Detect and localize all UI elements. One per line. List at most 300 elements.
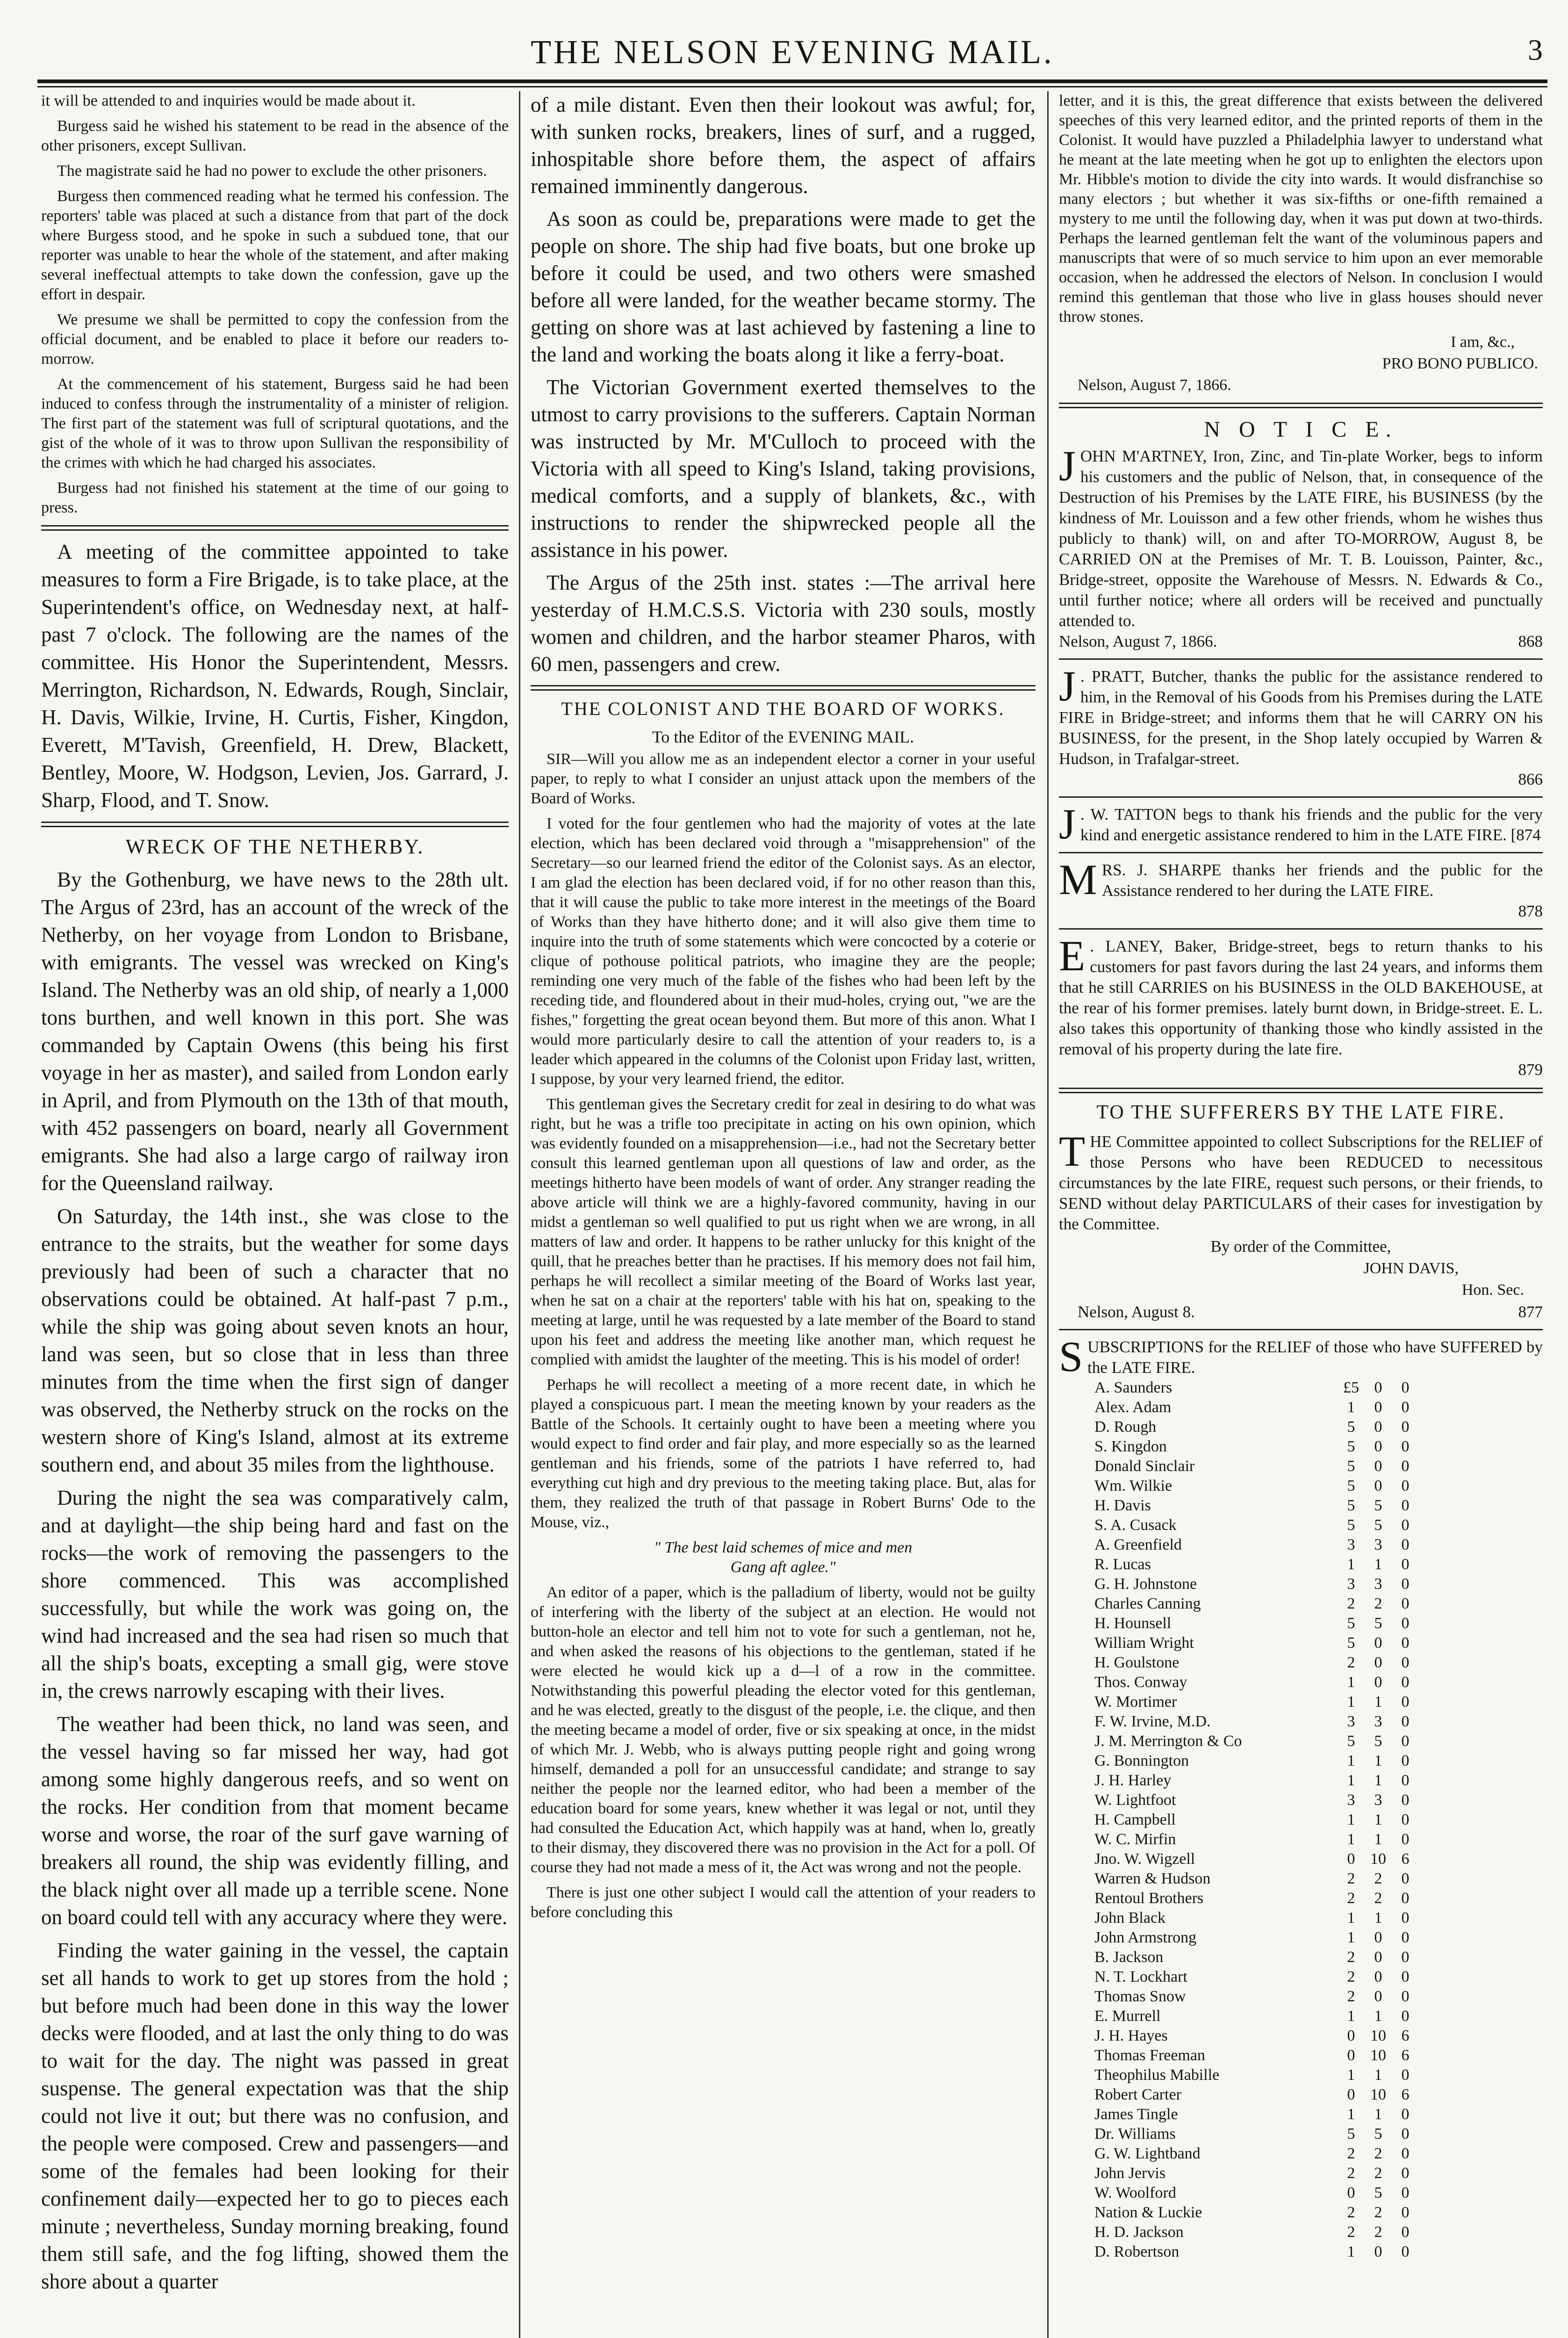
subscription-amount [1338,2203,1419,2223]
subscriber-name: J. H. Hayes [1094,2027,1168,2044]
amount-pence: 0 [1401,2007,1410,2025]
drop-cap: J [1059,442,1076,490]
section-rule [1059,403,1543,408]
masthead [37,33,1547,75]
amount-shillings: 1 [1374,1831,1382,1848]
amount-pounds: 5 [1347,2125,1355,2143]
amount-pounds: 2 [1347,2145,1355,2162]
subscriber-name: B. Jackson [1094,1948,1164,1966]
amount-pounds: 1 [1347,1929,1355,1946]
amount-shillings: 2 [1374,2204,1382,2221]
paragraph: Perhaps he will recollect a meeting of a more recent date, in which he played a conspicuous part. I mean the meeting known by your readers as the Battle of the Schools. It certainly ought to have been a meeting where you would expect to find order and fair play, and more especially so as the learned gentleman and his friends, some of the patriots I have referred to, had everything cut high and dry previous to the meeting taking place. But, alas for them, they realized the truth of that passage in Robert Burns' Ode to the Mouse, viz., [531,1376,1036,1531]
subscription-amount [1338,1457,1419,1476]
advertisement [1059,856,1543,922]
subscription-amount [1338,1574,1419,1594]
ad-rule [1059,928,1543,930]
drop-cap: J [1059,662,1076,710]
amount-pounds: 5 [1347,1516,1355,1534]
paragraph: The Victorian Government exerted themselves to the utmost to carry provisions to the sufferers. Captain Norman was instructed by Mr. M'Culloch to proceed with the Victoria with all speed to King's Island, taking provisions, medical comforts, and a supply of blankets, &c., with instructions to render the shipwrecked people all the assistance in his power. [531,375,1036,562]
subscription-amount [1338,2183,1419,2203]
amount-pounds: 2 [1347,1654,1355,1671]
amount-pence: 0 [1401,1595,1410,1612]
amount-shillings: 1 [1374,2066,1382,2084]
advertisement [1059,442,1543,652]
subscription-amount [1338,2006,1419,2026]
amount-shillings: 0 [1374,1458,1382,1475]
subscriptions-heading: UBSCRIPTIONS for the RELIEF of those who have SUFFERED by the LATE FIRE. [1087,1338,1543,1377]
subscriptions-table [1059,1378,1543,2262]
amount-shillings: 10 [1370,2086,1386,2103]
subscriber-name: H. Campbell [1094,1811,1176,1828]
ad-text: RS. J. SHARPE thanks her friends and the public for the Assistance rendered to her during the LATE FIRE. [1101,861,1543,900]
paragraph: of a mile distant. Even then their lookout was awful; for, with sunken rocks, breakers, lines of surf, and a rugged, inhospitable shore before them, the aspect of affairs remained imminently dangerous. [531,93,1036,198]
paragraph: Burgess then commenced reading what he termed his confession. The reporters' table was placed at such a distance from that part of the dock where Burgess stood, and he spoke in such a subdued tone, that our reporter was unable to hear the whole of the statement, and after making several ineffectual attempts to take down the confession, gave up the effort in despair. [41,188,509,303]
subscriber-name: J. M. Merrington & Co [1094,1732,1242,1750]
amount-pounds: 5 [1347,1732,1355,1750]
paragraph: it will be attended to and inquiries would be made about it. [41,92,416,109]
subscriber-name: Warren & Hudson [1094,1870,1211,1887]
amount-pounds: 2 [1347,1890,1355,1907]
amount-pence: 0 [1401,1438,1410,1455]
subscriber-name: Rentoul Brothers [1094,1890,1204,1907]
amount-pence: 0 [1401,1948,1410,1966]
amount-pounds: 3 [1347,1791,1355,1809]
amount-pounds: 1 [1347,1556,1355,1573]
subscriber-name: H. Goulstone [1094,1654,1180,1671]
subscription-row [1059,1614,1543,1633]
subscription-amount [1338,1417,1419,1437]
section-rule [1059,1088,1543,1093]
subscriber-name: H. Davis [1094,1497,1151,1514]
subscription-row [1059,2124,1543,2144]
amount-shillings: 0 [1374,1477,1382,1494]
amount-shillings: 2 [1374,2223,1382,2241]
paragraph: At the commencement of his statement, Burgess said he had been induced to confess through the instrumentality of a minister of religion. The first part of the statement was full of scriptural quotations, and the gist of the whole of it was to throw upon Sullivan the responsibility of the crimes with which he had charged his associates. [41,375,509,471]
subscription-amount [1338,1830,1419,1849]
amount-shillings: 1 [1374,1772,1382,1789]
amount-pounds: 1 [1347,1693,1355,1710]
subscriber-name: Donald Sinclair [1094,1458,1195,1475]
paragraph: The weather had been thick, no land was seen, and the vessel having so far missed her way, had got among some highly dangerous reefs, and so went on the rocks. Her condition from that moment became worse and worse, the roar of the surf gave warning of breakers all round, the ship was evidently filling, and the black night over all made up a terrible scene. None on board could tell with any accuracy where they were. [41,1712,509,1929]
amount-pence: 0 [1401,1909,1410,1927]
amount-shillings: 3 [1374,1575,1382,1593]
subscription-row [1059,1908,1543,1928]
subscription-amount [1338,2046,1419,2065]
paragraph: The Argus of the 25th inst. states :—The arrival here yesterday of H.M.C.S.S. Victoria with 230 souls, mostly women and children, and the harbor steamer Pharos, with 60 men, passengers and crew. [531,571,1036,676]
amount-pounds: 1 [1347,1811,1355,1828]
amount-shillings: 1 [1374,2106,1382,2123]
subscription-amount [1338,1987,1419,2006]
subscription-amount [1338,1476,1419,1496]
subscription-amount [1338,2065,1419,2085]
subscriber-name: S. Kingdon [1094,1438,1167,1455]
amount-pence: 0 [1401,1732,1410,1750]
amount-pence: 0 [1401,2066,1410,2084]
ad-number: 868 [1518,632,1543,650]
letter-close: I am, &c., [1451,333,1515,351]
amount-shillings: 0 [1374,1674,1382,1691]
amount-shillings: 0 [1374,1988,1382,2005]
newspaper-title: THE NELSON EVENING MAIL. [531,33,1054,71]
subscription-amount [1338,1555,1419,1574]
column-1 [41,91,509,2338]
amount-pence: 0 [1401,1929,1410,1946]
amount-pounds: £5 [1343,1379,1359,1396]
subscriber-name: D. Rough [1094,1418,1157,1436]
subscription-amount [1338,2144,1419,2164]
amount-pounds: 2 [1347,1870,1355,1887]
amount-pounds: 2 [1347,1948,1355,1966]
subscriber-name: N. T. Lockhart [1094,1968,1187,1985]
paragraph: On Saturday, the 14th inst., she was close to the entrance to the straits, but the weather for some days previously had been of such a character that no observations could be obtained. At half-past 7 p.m., while the ship was going about seven knots an hour, land was seen, but so close that in less than three minutes from the time when the first sign of danger was observed, the Netherby struck on the rocks on the western shore of King's Island, almost at its extreme southern end, and about 35 miles from the lighthouse. [41,1205,509,1476]
subscriber-name: W. C. Mirfin [1094,1831,1176,1848]
subscription-row [1059,1653,1543,1673]
amount-shillings: 5 [1374,1497,1382,1514]
letter-date: Nelson, August 7, 1866. [1078,376,1231,394]
subscription-row [1059,2026,1543,2046]
subscription-row [1059,2105,1543,2124]
amount-pence: 0 [1401,1536,1410,1553]
verse-line: Gang aft aglee." [730,1559,836,1576]
subscription-row [1059,1673,1543,1692]
subscriber-name: Thomas Freeman [1094,2047,1205,2064]
subscriber-name: W. Woolford [1094,2184,1176,2201]
subscription-amount [1338,1594,1419,1614]
amount-shillings: 0 [1374,1968,1382,1985]
subscriber-name: John Armstrong [1094,1929,1197,1946]
amount-pence: 0 [1401,1968,1410,1985]
amount-pounds: 2 [1347,2165,1355,2182]
sufferers-heading: TO THE SUFFERERS BY THE LATE FIRE. [1096,1102,1505,1123]
amount-pence: 6 [1401,2086,1410,2103]
amount-pounds: 2 [1347,1595,1355,1612]
subscriber-name: J. H. Harley [1094,1772,1172,1789]
amount-pence: 0 [1401,1615,1410,1632]
amount-pounds: 5 [1347,1615,1355,1632]
subscription-row [1059,1987,1543,2006]
letter-heading: THE COLONIST AND THE BOARD OF WORKS. [561,698,1005,719]
amount-shillings: 0 [1374,1634,1382,1652]
subscription-row [1059,2046,1543,2065]
subscriber-name: G. H. Johnstone [1094,1575,1197,1593]
amount-pounds: 3 [1347,1536,1355,1553]
subscription-amount [1338,1967,1419,1987]
subscriber-name: W. Mortimer [1094,1693,1177,1710]
subscription-amount [1338,1732,1419,1751]
subscription-row [1059,2223,1543,2242]
drop-cap: M [1059,856,1097,903]
subscriber-name: Theophilus Mabille [1094,2066,1220,2084]
subscription-amount [1338,1889,1419,1908]
section-rule [531,685,1036,691]
amount-pounds: 5 [1347,1418,1355,1436]
amount-pence: 0 [1401,2145,1410,2162]
paragraph: During the night the sea was comparatively calm, and at daylight—the ship being hard and fast on the rocks—the work of removing the passengers to the shore commenced. This was accomplished successfully, but while the work was going on, the wind had increased and the sea had risen so much that all the ship's boats, excepting a small gig, were stove in, the crews narrowly escaping with their lives. [41,1486,509,1703]
ad-number: 877 [1518,1303,1543,1321]
ad-date: Nelson, August 8. [1078,1303,1195,1321]
amount-pence: 6 [1401,1850,1410,1868]
trial-report [41,91,509,518]
subscription-row [1059,1574,1543,1594]
subscription-row [1059,1712,1543,1732]
subscription-amount [1338,2026,1419,2046]
amount-pounds: 1 [1347,2007,1355,2025]
letter-signature: PRO BONO PUBLICO. [1382,355,1538,372]
subscription-amount [1338,1751,1419,1771]
subscription-row [1059,2183,1543,2203]
subscription-row [1059,1594,1543,1614]
subscriber-name: H. Hounsell [1094,1615,1172,1632]
amount-pounds: 1 [1347,1772,1355,1789]
amount-shillings: 1 [1374,1909,1382,1927]
advertisement [1059,662,1543,790]
subscription-row [1059,1928,1543,1948]
subscriber-name: S. A. Cusack [1094,1516,1177,1534]
amount-pounds: 0 [1347,2047,1355,2064]
ad-text: OHN M'ARTNEY, Iron, Zinc, and Tin-plate Worker, begs to inform his customers and the public of Nelson, that, in consequence of the Destruction of his Premises by the LATE FIRE, his BUSINESS (by the kindness of Mr. Louisson and a few other friends, whom he wishes thus publicly to thank) will, on and after TO-MORROW, August 8, be CARRIED ON at the Premises of Mr. T. B. Louisson, Painter, &c., Bridge-street, opposite the Warehouse of Messrs. N. Edwards & Co., until further notice; where all orders will be received and punctually attended to. [1059,447,1543,630]
subscription-row [1059,1751,1543,1771]
paragraph: Burgess said he wished his statement to be read in the absence of the other prisoners, except Sullivan. [41,117,509,154]
amount-shillings: 0 [1374,1438,1382,1455]
subscriber-name: John Black [1094,1909,1166,1927]
subscriber-name: A. Greenfield [1094,1536,1182,1553]
subscription-amount [1338,1398,1419,1417]
subscriber-name: Wm. Wilkie [1094,1477,1172,1494]
subscription-row [1059,1869,1543,1889]
amount-shillings: 3 [1374,1713,1382,1730]
ad-text: . W. TATTON begs to thank his friends and the public for the very kind and energetic assistance rendered to him in the LATE FIRE. [874 [1080,805,1543,844]
amount-shillings: 5 [1374,2125,1382,2143]
amount-pounds: 5 [1347,1438,1355,1455]
paragraph: An editor of a paper, which is the palladium of liberty, would not be guilty of interfering with the liberty of the subject at an election. He would not button-hole an elector and tell him not to vote for such a gentleman, not he, and when asked the reasons of his objections to the gentleman, stated if he were elected he would kick up a d—l of a row in the committee. Notwithstanding this powerful pleading the elector voted for this gentleman, and he was elected, greatly to the disgust of the people, i.e. the clique, and then the meeting became a model of order, five or six speaking at once, in the midst of which Mr. J. Webb, who is always putting people right and going wrong himself, demanded a poll for an unsuccessful candidate; and strange to say neither the people nor the learned editor, who had been a member of the education board for some years, knew whether it was legal or not, until they had consulted the Education Act, which happily was at hand, when lo, greatly to their dismay, they discovered there was no provision in the Act for a poll. Of course they had not made a mess of it, the Act was wrong and not the people. [531,1584,1036,1876]
subscription-row [1059,1830,1543,1849]
ad-text: HE Committee appointed to collect Subscriptions for the RELIEF of those Persons who have been REDUCED to necessitous circumstances by the late FIRE, request such persons, or their friends, to SEND without delay PARTICULARS of their cases for investigation by the Committee. [1059,1133,1543,1233]
paragraph: Burgess had not finished his statement at the time of our going to press. [41,479,509,516]
amount-pence: 0 [1401,1418,1410,1436]
subscription-row [1059,1790,1543,1810]
subscription-amount [1338,2242,1419,2262]
secretary-title: Hon. Sec. [1461,1281,1524,1299]
amount-shillings: 1 [1374,2007,1382,2025]
amount-pence: 0 [1401,1870,1410,1887]
amount-shillings: 2 [1374,2145,1382,2162]
amount-shillings: 3 [1374,1791,1382,1809]
verse-quote [531,1538,1036,1577]
amount-pounds: 2 [1347,2204,1355,2221]
masthead-rule [37,79,1547,83]
amount-pence: 0 [1401,2223,1410,2241]
letter-address: To the Editor of the EVENING MAIL. [652,728,914,746]
subscription-amount [1338,1948,1419,1967]
paragraph: By the Gothenburg, we have news to the 28th ult. The Argus of 23rd, has an account of the wreck of the Netherby, on her voyage from London to Brisbane, with emigrants. The vessel was wrecked on King's Island. The Netherby was an old ship, of nearly a 1,000 tons burthen, and well known in this port. She was commanded by Captain Owens (this being his first voyage in her as master), and sailed from London early in April, and from Plymouth on the 13th of that mouth, with 452 passengers on board, nearly all Government emigrants. She had also a large cargo of railway iron for the Queensland railway. [41,868,509,1195]
amount-pounds: 5 [1347,1634,1355,1652]
subscription-amount [1338,2164,1419,2183]
amount-shillings: 2 [1374,2165,1382,2182]
paragraph: This gentleman gives the Secretary credit for zeal in desiring to do what was right, but he was a trifle too precipitate in acting on his own opinion, which was evidently founded on a misapprehension—i.e., had not the Secretary better consult this learned gentleman upon all questions of law and order, as the meetings hitherto have been models of want of order. Any stranger reading the above article will think we are a highly-favored community, having in our midst a gentleman so well qualified to put us right when we are wrong, in all matters of law and order. It happens to be rather unlucky for this knight of the quill, that he preaches better than he practises. If his memory does not fail him, perhaps he will recollect a similar meeting of the Board of Works last year, when he sat on a chair at the reporters' table with his hat on, speaking to the meeting at large, until he was requested by a late member of the Board to stand upon his feet and address the meeting like another man, which request he complied with amidst the laughter of the meeting. This is his model of order! [531,1096,1036,1368]
ad-rule [1059,852,1543,853]
amount-pence: 0 [1401,1890,1410,1907]
amount-pence: 0 [1401,1831,1410,1848]
amount-pounds: 1 [1347,1399,1355,1416]
drop-cap: S [1059,1333,1083,1380]
amount-shillings: 0 [1374,1418,1382,1436]
paragraph: There is just one other subject I would call the attention of your readers to before concluding this [531,1884,1036,1921]
subscription-amount [1338,2124,1419,2144]
subscription-row [1059,1633,1543,1653]
amount-pence: 0 [1401,1516,1410,1534]
amount-shillings: 3 [1374,1536,1382,1553]
subscription-row [1059,2164,1543,2183]
paragraph: We presume we shall be permitted to copy the confession from the official document, and be enabled to place it before our readers to-morrow. [41,311,509,368]
ad-text: . PRATT, Butcher, thanks the public for the assistance rendered to him, in the Removal of his Goods from his Premises during the LATE FIRE in Bridge-street; and informs them that he will CARRY ON his BUSINESS, for the present, in the Shop lately occupied by Warren & Hudson, in Trafalgar-street. [1059,667,1543,768]
subscription-amount [1338,1790,1419,1810]
wreck-heading: WRECK OF THE NETHERBY. [125,835,424,858]
amount-pence: 0 [1401,1674,1410,1691]
paragraph: As soon as could be, preparations were made to get the people on shore. The ship had five boats, but one broke up before it could be used, and two others were smashed before all were landed, for the weather became stormy. The getting on shore was at last achieved by fastening a line to the land and working the boats along it like a ferry-boat. [531,207,1036,366]
amount-pounds: 0 [1347,1850,1355,1868]
fire-brigade-notice: A meeting of the committee appointed to take measures to form a Fire Brigade, is to take place, at the Superintendent's office, on Wednesday next, at half-past 7 o'clock. The following are the names of the committee. His Honor the Superintendent, Messrs. Merrington, Richardson, N. Edwards, Rough, Sinclair, H. Davis, Wilkie, Irvine, H. Curtis, Fisher, Kingdon, Everett, M'Tavish, Greenfield, H. Drew, Blackett, Bentley, Moore, W. Hodgson, Levien, Jos. Garrard, J. Sharp, Flood, and T. Snow. [41,540,509,812]
amount-shillings: 1 [1374,1693,1382,1710]
drop-cap: E [1059,932,1086,980]
section-rule [41,525,509,531]
subscriber-name: William Wright [1094,1634,1194,1652]
subscription-row [1059,2065,1543,2085]
amount-shillings: 2 [1374,1890,1382,1907]
subscriber-name: R. Lucas [1094,1556,1151,1573]
amount-pounds: 1 [1347,1909,1355,1927]
amount-pounds: 1 [1347,1674,1355,1691]
subscription-row [1059,2006,1543,2026]
amount-pence: 0 [1401,1379,1410,1396]
amount-pence: 0 [1401,1556,1410,1573]
column-divider [519,91,520,2338]
drop-cap: T [1059,1127,1086,1175]
subscription-amount [1338,1692,1419,1712]
amount-pence: 0 [1401,1772,1410,1789]
amount-pounds: 5 [1347,1458,1355,1475]
subscription-row [1059,1555,1543,1574]
subscriber-name: G. W. Lightband [1094,2145,1201,2162]
amount-shillings: 5 [1374,1516,1382,1534]
subscription-row [1059,1692,1543,1712]
subscription-row [1059,2085,1543,2105]
amount-pounds: 1 [1347,2243,1355,2260]
secretary-name: JOHN DAVIS, [1363,1260,1459,1277]
verse-line: " The best laid schemes of mice and men [654,1539,913,1556]
amount-pence: 0 [1401,1634,1410,1652]
ad-rule [1059,796,1543,798]
subscription-amount [1338,1928,1419,1948]
subscription-amount [1338,1515,1419,1535]
paragraph: The magistrate said he had no power to exclude the other prisoners. [57,162,487,180]
subscriber-name: Thos. Conway [1094,1674,1187,1691]
section-rule [41,822,509,827]
amount-shillings: 10 [1370,1850,1386,1868]
amount-pence: 0 [1401,2204,1410,2221]
ad-text: . LANEY, Baker, Bridge-street, begs to return thanks to his customers for past favors during the last 24 years, and informs them that he still CARRIES on his BUSINESS in the OLD BAKEHOUSE, at the rear of his former premises. lately burnt down, in Bridge-street. E. L. also takes this opportunity of thanking those who kindly assisted in the removal of his property during the late fire. [1059,937,1543,1058]
drop-cap: J [1059,800,1076,848]
amount-shillings: 0 [1374,1948,1382,1966]
amount-pounds: 2 [1347,2223,1355,2241]
subscription-amount [1338,1712,1419,1732]
subscriber-name: G. Bonnington [1094,1752,1189,1769]
amount-pence: 0 [1401,1497,1410,1514]
amount-shillings: 1 [1374,1811,1382,1828]
subscriber-name: D. Robertson [1094,2243,1180,2260]
amount-shillings: 0 [1374,1379,1382,1396]
subscriber-name: Alex. Adam [1094,1399,1172,1416]
advertisement [1059,800,1543,848]
amount-pounds: 2 [1347,1968,1355,1985]
subscription-amount [1338,1437,1419,1457]
subscription-amount [1338,1810,1419,1830]
paragraph: letter, and it is this, the great difference that exists between the delivered speeches of this very learned editor, and the printed reports of them in the Colonist. It would have puzzled a Philadelphia lawyer to understand what he meant at the late meeting when he got up to enlighten the electors upon Mr. Hibble's motion to divide the city into wards. It would disfranchise so many electors ; but whether it was six-fifths or one-fifth remained a mystery to me until the following day, when it was put down at two-thirds. Perhaps the learned gentleman felt the want of the voluminous papers and manuscripts that were of so much service to him upon an ever memorable occasion, when he addressed the electors of Nelson. In conclusion I would remind this gentleman that those who live in glass houses should never throw stones. [1059,92,1543,325]
subscription-amount [1338,1653,1419,1673]
notice-heading: N O T I C E. [1204,417,1398,442]
ad-number: 879 [1518,1061,1543,1079]
subscriber-name: Thomas Snow [1094,1988,1186,2005]
sufferers-notice [1059,1127,1543,1322]
amount-shillings: 10 [1370,2047,1386,2064]
amount-pence: 0 [1401,2106,1410,2123]
subscription-row [1059,1496,1543,1515]
amount-pounds: 0 [1347,2184,1355,2201]
subscription-amount [1338,1673,1419,1692]
amount-pence: 0 [1401,1713,1410,1730]
subscription-row [1059,1417,1543,1437]
amount-shillings: 5 [1374,1615,1382,1632]
subscription-row [1059,1849,1543,1869]
subscription-amount [1338,1378,1419,1398]
amount-pence: 0 [1401,1399,1410,1416]
amount-pence: 0 [1401,1575,1410,1593]
subscription-row [1059,1398,1543,1417]
amount-pence: 0 [1401,2125,1410,2143]
column-2 [531,91,1036,2338]
amount-pence: 0 [1401,2243,1410,2260]
amount-pence: 0 [1401,1752,1410,1769]
amount-shillings: 0 [1374,1654,1382,1671]
paragraph: I voted for the four gentlemen who had the majority of votes at the late election, which has been declared void through a "misapprehension" of the Secretary—so our learned friend the editor of the Colonist says. As an elector, I am glad the election has been declared void, if for no other reason than this, that it will cause the public to take more interest in the meetings of the Board of Works than they have hitherto done; and it will also give them time to inquire into the truth of some statements which were concocted by a coterie or clique of pothouse political patriots, who imagine they are the people; reminding one very much of the fable of the fishes who had been left by the receding tide, and floundered about in their mud-holes, crying out, "we are the fishes," forgetting the great ocean beyond them. But more of this anon. What I would more particularly desire to call the attention of your readers to, is a leader which appeared in the columns of the Colonist upon Friday last, written, I suppose, by your very learned friend, the editor. [531,815,1036,1088]
amount-shillings: 10 [1370,2027,1386,2044]
ad-rule [1059,1329,1543,1330]
subscription-row [1059,1378,1543,1398]
subscription-amount [1338,1614,1419,1633]
subscriber-name: Dr. Williams [1094,2125,1176,2143]
amount-pence: 0 [1401,1811,1410,1828]
subscription-row [1059,1948,1543,1967]
subscription-row [1059,2242,1543,2262]
amount-pounds: 2 [1347,1988,1355,2005]
subscription-amount [1338,2105,1419,2124]
amount-pounds: 3 [1347,1713,1355,1730]
amount-pounds: 1 [1347,2106,1355,2123]
amount-pounds: 1 [1347,1831,1355,1848]
column-3 [1059,91,1543,2338]
amount-shillings: 2 [1374,1870,1382,1887]
amount-pounds: 5 [1347,1477,1355,1494]
amount-pence: 0 [1401,2165,1410,2182]
amount-pence: 0 [1401,1477,1410,1494]
amount-shillings: 0 [1374,1399,1382,1416]
amount-pence: 0 [1401,1791,1410,1809]
amount-pounds: 3 [1347,1575,1355,1593]
ad-rule [1059,658,1543,660]
subscription-row [1059,2203,1543,2223]
amount-pence: 0 [1401,1988,1410,2005]
subscription-row [1059,1889,1543,1908]
amount-pence: 6 [1401,2047,1410,2064]
